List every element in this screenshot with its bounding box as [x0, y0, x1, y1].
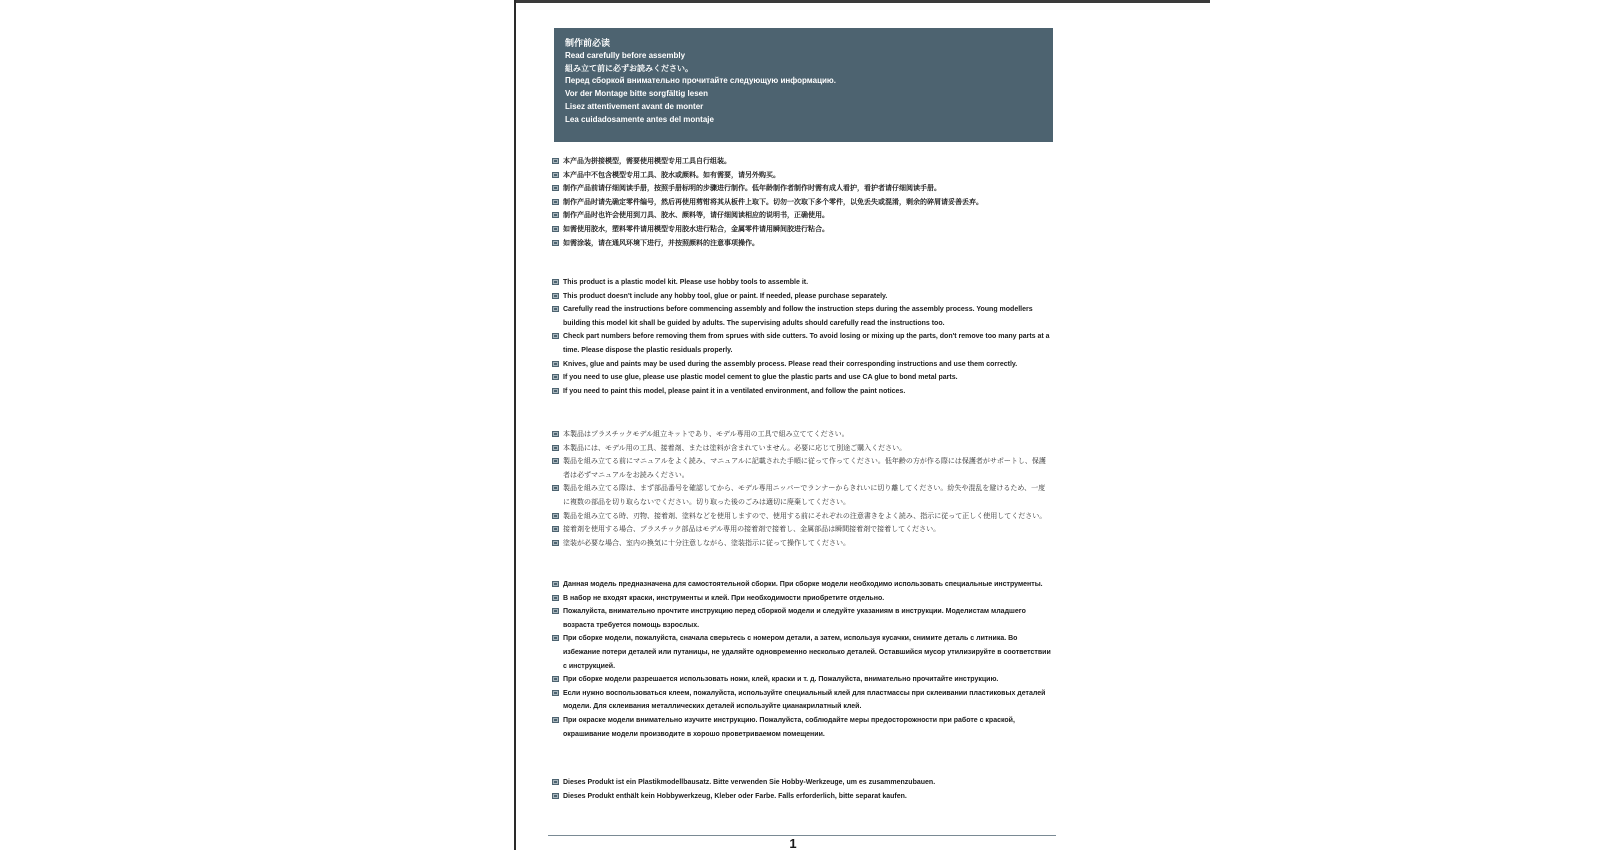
bullet-icon — [552, 226, 559, 232]
list-item: This product is a plastic model kit. Please use hobby tools to assemble it. — [552, 276, 1052, 290]
bullet-icon — [552, 635, 559, 641]
list-item: Если нужно воспользоваться клеем, пожалуйста, используйте специальный клей для пластмассы при склеивании пластиковых деталей модели. Для склеивания металлических деталей используйте цианакрилатный клей. — [552, 687, 1052, 714]
list-item: 本产品为拼接模型，需要使用模型专用工具自行组装。 — [552, 155, 1052, 169]
header-line-en: Read carefully before assembly — [565, 50, 686, 60]
list-item: При сборке модели, пожалуйста, сначала сверьтесь с номером детали, а затем, используя кусачки, снимите деталь с литника. Во избежание потери деталей или путаницы, не удаляйте одновременно несколько деталей. Оставшийся мусор утилизируйте в соответствии с инструкцией. — [552, 632, 1052, 673]
list-item: 接着剤を使用する場合、プラスチック部品はモデル専用の接着剤で接着し、金属部品は瞬間接着剤で接着してください。 — [552, 523, 1052, 537]
list-item: 本产品中不包含模型专用工具、胶水或颜料。如有需要，请另外购买。 — [552, 169, 1052, 183]
section-ru — [552, 578, 1052, 741]
list-item: 製品を組み立てる際は、まず部品番号を確認してから、モデル専用ニッパーでランナーからきれいに切り離してください。紛失や混乱を避けるため、一度に複数の部品を切り取らないでください。切り取った後のごみは適切に廃棄してください。 — [552, 482, 1052, 509]
list-item: В набор не входят краски, инструменты и клей. При необходимости приобретите отдельно. — [552, 592, 1052, 606]
list-item: 制作产品时也许会使用到刀具、胶水、颜料等，请仔细阅读相应的说明书，正确使用。 — [552, 209, 1052, 223]
bullet-icon — [552, 279, 559, 285]
list-item: This product doesn't include any hobby tool, glue or paint. If needed, please purchase separately. — [552, 290, 1052, 304]
bullet-icon — [552, 361, 559, 367]
list-item: 制作产品时请先确定零件编号，然后再使用剪钳将其从板件上取下。切勿一次取下多个零件，以免丢失或混淆，剩余的碎屑请妥善丢弃。 — [552, 196, 1052, 210]
bullet-icon — [552, 185, 559, 191]
bullet-icon — [552, 158, 559, 164]
list-item: 本製品には、モデル用の工具、接着剤、または塗料が含まれていません。必要に応じて別途ご購入ください。 — [552, 442, 1052, 456]
bullet-icon — [552, 581, 559, 587]
header-line-ja: 組み立て前に必ずお読みください。 — [565, 63, 693, 73]
bullet-icon — [552, 540, 559, 546]
bullet-icon — [552, 212, 559, 218]
header-line-zh: 制作前必读 — [565, 38, 611, 48]
bullet-icon — [552, 717, 559, 723]
scan-top-edge — [515, 0, 1210, 3]
header-line-de: Vor der Montage bitte sorgfältig lesen — [565, 89, 708, 99]
list-item: 製品を組み立てる時、刃物、接着剤、塗料などを使用しますので、使用する前にそれぞれの注意書きをよく読み、指示に従って正しく使用してください。 — [552, 510, 1052, 524]
bullet-icon — [552, 445, 559, 451]
bullet-icon — [552, 513, 559, 519]
bullet-icon — [552, 485, 559, 491]
header-line-ru: Перед сборкой внимательно прочитайте следующую информацию. — [565, 76, 836, 86]
list-item: If you need to paint this model, please paint it in a ventilated environment, and follow the paint notices. — [552, 385, 1052, 399]
header-banner — [554, 28, 1053, 142]
section-zh — [552, 155, 1052, 250]
header-line-es: Lea cuidadosamente antes del montaje — [565, 114, 714, 124]
list-item: Пожалуйста, внимательно прочтите инструкцию перед сборкой модели и следуйте указаниям в инструкции. Моделистам младшего возраста требуется помощь взрослых. — [552, 605, 1052, 632]
bullet-icon — [552, 526, 559, 532]
list-item: Dieses Produkt enthält kein Hobbywerkzeug, Kleber oder Farbe. Falls erforderlich, bitte separat kaufen. — [552, 790, 1052, 804]
list-item: 塗装が必要な場合、室内の換気に十分注意しながら、塗装指示に従って操作してください。 — [552, 537, 1052, 551]
bullet-icon — [552, 306, 559, 312]
list-item: 制作产品前请仔细阅读手册，按照手册标明的步骤进行制作。低年龄制作者制作时需有成人看护，看护者请仔细阅读手册。 — [552, 182, 1052, 196]
list-item: При сборке модели разрешается использовать ножи, клей, краски и т. д. Пожалуйста, внимательно прочитайте инструкцию. — [552, 673, 1052, 687]
bullet-icon — [552, 374, 559, 380]
bullet-icon — [552, 779, 559, 785]
list-item: Dieses Produkt ist ein Plastikmodellbausatz. Bitte verwenden Sie Hobby-Werkzeuge, um es zusammenzubauen. — [552, 776, 1052, 790]
bullet-icon — [552, 240, 559, 246]
section-de — [552, 776, 1052, 803]
instruction-page — [518, 4, 1058, 850]
list-item: 本製品はプラスチックモデル組立キットであり、モデル専用の工具で組み立ててください。 — [552, 428, 1052, 442]
list-item: 如需涂装，请在通风环境下进行，并按照颜料的注意事项操作。 — [552, 237, 1052, 251]
list-item: Check part numbers before removing them from sprues with side cutters. To avoid losing or mixing up the parts, don't remove too many parts at a time. Please dispose the plastic residuals properly. — [552, 330, 1052, 357]
header-line-fr: Lisez attentivement avant de monter — [565, 101, 704, 111]
section-ja — [552, 428, 1052, 550]
bullet-icon — [552, 793, 559, 799]
bullet-icon — [552, 333, 559, 339]
bullet-icon — [552, 458, 559, 464]
bullet-icon — [552, 595, 559, 601]
scan-left-edge — [514, 0, 516, 850]
section-en — [552, 276, 1052, 398]
list-item: 如需使用胶水，塑料零件请用模型专用胶水进行粘合，金属零件请用瞬间胶进行粘合。 — [552, 223, 1052, 237]
list-item: При окраске модели внимательно изучите инструкцию. Пожалуйста, соблюдайте меры предосторожности при работе с краской, окрашивание модели производите в хорошо проветриваемом помещении. — [552, 714, 1052, 741]
list-item: 製品を組み立てる前にマニュアルをよく読み、マニュアルに記載された手順に従って作ってください。低年齢の方が作る際には保護者がサポートし、保護者は必ずマニュアルをお読みください。 — [552, 455, 1052, 482]
page-number: 1 — [789, 836, 797, 851]
bullet-icon — [552, 608, 559, 614]
bullet-icon — [552, 172, 559, 178]
bullet-icon — [552, 199, 559, 205]
bullet-icon — [552, 388, 559, 394]
list-item: Carefully read the instructions before commencing assembly and follow the instruction steps during the assembly process. Young modellers building this model kit shall be guided by adults. The supervising adults should carefully read the instructions too. — [552, 303, 1052, 330]
list-item: Данная модель предназначена для самостоятельной сборки. При сборке модели необходимо использовать специальные инструменты. — [552, 578, 1052, 592]
bullet-icon — [552, 431, 559, 437]
bullet-icon — [552, 293, 559, 299]
list-item: Knives, glue and paints may be used during the assembly process. Please read their corresponding instructions and use them correctly. — [552, 358, 1052, 372]
bullet-icon — [552, 676, 559, 682]
bullet-icon — [552, 690, 559, 696]
list-item: If you need to use glue, please use plastic model cement to glue the plastic parts and use CA glue to bond metal parts. — [552, 371, 1052, 385]
